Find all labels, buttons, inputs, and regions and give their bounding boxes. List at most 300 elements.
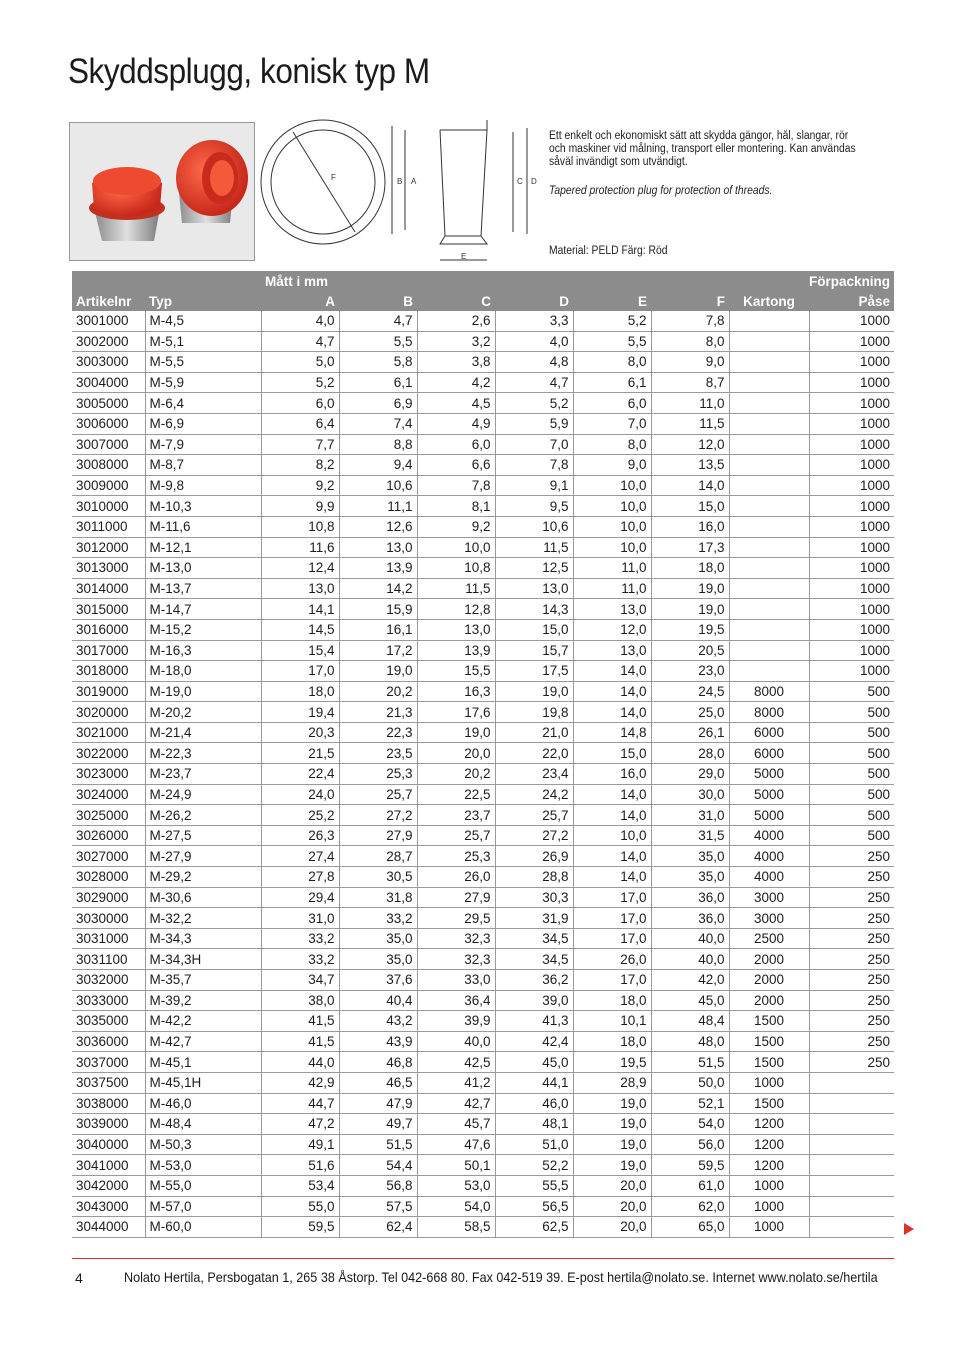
table-cell: 3015000 (72, 599, 145, 620)
footer-contact: Nolato Hertila, Persbogatan 1, 265 38 Åstorp. Tel 042-668 80. Fax 042-519 39. E-post hertila@nolato.se. Internet www.nolato.se/hertila (124, 1269, 878, 1285)
table-cell: 11,0 (651, 393, 729, 414)
table-cell: 6,1 (573, 372, 651, 393)
table-cell: 14,0 (573, 805, 651, 826)
table-cell: 6,9 (339, 393, 417, 414)
table-cell: 14,0 (573, 681, 651, 702)
table-cell (809, 1093, 894, 1114)
table-cell: 28,8 (495, 867, 573, 888)
table-cell: 47,9 (339, 1093, 417, 1114)
table-cell: 25,3 (417, 846, 495, 867)
table-row (72, 393, 894, 414)
table-cell: 55,5 (495, 1175, 573, 1196)
table-cell: 3039000 (72, 1114, 145, 1135)
table-row (72, 640, 894, 661)
table-cell: 8,0 (573, 434, 651, 455)
table-cell: 12,6 (339, 516, 417, 537)
table-cell: 57,5 (339, 1196, 417, 1217)
table-cell (809, 1217, 894, 1238)
table-cell: M-5,5 (145, 352, 261, 373)
table-cell: M-13,0 (145, 558, 261, 579)
table-cell: 42,0 (651, 970, 729, 991)
table-cell: M-48,4 (145, 1114, 261, 1135)
table-cell: 1000 (729, 1217, 809, 1238)
table-cell: 5000 (729, 784, 809, 805)
table-cell: 8000 (729, 681, 809, 702)
table-cell: M-19,0 (145, 681, 261, 702)
table-cell: 1000 (809, 661, 894, 682)
table-cell: 5,2 (573, 311, 651, 331)
column-header: F (651, 291, 729, 311)
table-cell: 41,5 (261, 1011, 339, 1032)
table-cell: 3,3 (495, 311, 573, 331)
table-cell (809, 1134, 894, 1155)
table-row (72, 1155, 894, 1176)
table-cell: 1000 (809, 640, 894, 661)
table-cell: 23,5 (339, 743, 417, 764)
table-cell: 3037500 (72, 1072, 145, 1093)
table-cell: 28,7 (339, 846, 417, 867)
table-cell: 5,2 (495, 393, 573, 414)
table-cell: 11,5 (651, 413, 729, 434)
table-cell: 19,0 (417, 722, 495, 743)
table-cell: 19,0 (573, 1114, 651, 1135)
table-cell: 48,1 (495, 1114, 573, 1135)
table-row (72, 1196, 894, 1217)
table-cell: 6,0 (573, 393, 651, 414)
table-cell: 3009000 (72, 475, 145, 496)
table-cell: M-24,9 (145, 784, 261, 805)
table-cell: 48,0 (651, 1031, 729, 1052)
table-cell: 16,0 (573, 764, 651, 785)
table-cell: M-29,2 (145, 867, 261, 888)
table-cell: 1200 (729, 1134, 809, 1155)
table-cell: 4,5 (417, 393, 495, 414)
table-cell: 16,0 (651, 516, 729, 537)
table-cell: 41,3 (495, 1011, 573, 1032)
table-cell: 21,5 (261, 743, 339, 764)
table-cell: 3041000 (72, 1155, 145, 1176)
table-cell: 3003000 (72, 352, 145, 373)
table-cell: 26,1 (651, 722, 729, 743)
drawing-label-f: F (331, 173, 336, 182)
table-row (72, 578, 894, 599)
table-cell: 3031000 (72, 928, 145, 949)
table-row (72, 928, 894, 949)
table-cell: 35,0 (651, 846, 729, 867)
table-cell: 59,5 (651, 1155, 729, 1176)
table-row (72, 372, 894, 393)
table-cell: 34,5 (495, 949, 573, 970)
table-cell: 31,8 (339, 887, 417, 908)
table-cell: 19,0 (573, 1093, 651, 1114)
table-cell: M-14,7 (145, 599, 261, 620)
table-cell: 14,8 (573, 722, 651, 743)
table-cell: 2000 (729, 990, 809, 1011)
table-cell: 250 (809, 949, 894, 970)
table-cell: 43,2 (339, 1011, 417, 1032)
table-cell (809, 1072, 894, 1093)
table-cell: 13,0 (495, 578, 573, 599)
table-cell: 8,8 (339, 434, 417, 455)
table-cell: 6000 (729, 743, 809, 764)
table-cell: 45,0 (651, 990, 729, 1011)
table-cell: 4,7 (261, 331, 339, 352)
table-cell: 9,0 (651, 352, 729, 373)
table-cell: 17,2 (339, 640, 417, 661)
table-cell: 23,7 (417, 805, 495, 826)
table-cell: 31,5 (651, 825, 729, 846)
table-cell: M-53,0 (145, 1155, 261, 1176)
table-cell: 26,0 (417, 867, 495, 888)
table-cell (729, 640, 809, 661)
table-cell: 7,8 (651, 311, 729, 331)
column-header: Påse (809, 291, 894, 311)
table-row (72, 970, 894, 991)
table-cell: 18,0 (261, 681, 339, 702)
table-cell: 38,0 (261, 990, 339, 1011)
table-cell: 3025000 (72, 805, 145, 826)
table-cell: 18,0 (573, 990, 651, 1011)
table-cell: 5,9 (495, 413, 573, 434)
table-row (72, 455, 894, 476)
table-cell: 19,4 (261, 702, 339, 723)
table-cell: 56,8 (339, 1175, 417, 1196)
table-cell: 3029000 (72, 887, 145, 908)
table-cell: 30,5 (339, 867, 417, 888)
table-cell: 50,0 (651, 1072, 729, 1093)
table-cell: 1000 (809, 619, 894, 640)
table-cell (729, 558, 809, 579)
table-cell: 13,0 (261, 578, 339, 599)
material-info: Material: PELD Färg: Röd (549, 245, 668, 257)
table-cell: 4,8 (495, 352, 573, 373)
table-cell: 5,0 (261, 352, 339, 373)
table-cell: 3019000 (72, 681, 145, 702)
table-cell: 1500 (729, 1031, 809, 1052)
table-cell: 14,0 (573, 702, 651, 723)
table-cell: 3000 (729, 887, 809, 908)
table-cell: 44,0 (261, 1052, 339, 1073)
table-cell: M-42,2 (145, 1011, 261, 1032)
table-cell: 19,5 (573, 1052, 651, 1073)
table-cell: 16,3 (417, 681, 495, 702)
table-cell: 10,0 (573, 537, 651, 558)
table-cell: 12,0 (573, 619, 651, 640)
table-cell: 13,0 (417, 619, 495, 640)
table-cell: 500 (809, 825, 894, 846)
table-cell: 11,0 (573, 558, 651, 579)
table-row (72, 805, 894, 826)
page-number: 4 (75, 1270, 83, 1286)
table-cell: 15,0 (573, 743, 651, 764)
table-cell: M-55,0 (145, 1175, 261, 1196)
table-cell: 1500 (729, 1093, 809, 1114)
table-cell (729, 619, 809, 640)
table-cell: 3011000 (72, 516, 145, 537)
table-row (72, 1011, 894, 1032)
table-cell: 13,9 (339, 558, 417, 579)
table-cell: 9,2 (261, 475, 339, 496)
table-cell: 7,7 (261, 434, 339, 455)
table-cell: 19,8 (495, 702, 573, 723)
table-cell: 19,0 (339, 661, 417, 682)
table-cell: 1000 (809, 578, 894, 599)
table-cell: 10,6 (339, 475, 417, 496)
table-cell: 14,0 (573, 867, 651, 888)
table-cell: 4000 (729, 825, 809, 846)
table-cell: 13,0 (573, 640, 651, 661)
table-cell: 10,0 (573, 475, 651, 496)
table-cell: 3000 (729, 908, 809, 929)
column-header: Artikelnr (72, 291, 145, 311)
table-row (72, 1134, 894, 1155)
table-cell: 1000 (809, 516, 894, 537)
table-cell: 3030000 (72, 908, 145, 929)
table-cell: 49,1 (261, 1134, 339, 1155)
table-cell: 25,3 (339, 764, 417, 785)
table-row (72, 537, 894, 558)
table-cell: 23,4 (495, 764, 573, 785)
table-cell: 17,0 (573, 928, 651, 949)
table-cell: 3031100 (72, 949, 145, 970)
table-cell: 8,0 (651, 331, 729, 352)
table-cell: 43,9 (339, 1031, 417, 1052)
table-cell: 37,6 (339, 970, 417, 991)
table-row (72, 331, 894, 352)
table-row (72, 681, 894, 702)
table-cell: 12,4 (261, 558, 339, 579)
table-cell: 20,0 (573, 1217, 651, 1238)
table-cell: 20,2 (339, 681, 417, 702)
table-row (72, 1052, 894, 1073)
table-cell: 20,0 (573, 1196, 651, 1217)
table-cell: M-16,3 (145, 640, 261, 661)
table-cell: 5000 (729, 805, 809, 826)
table-cell: 14,0 (573, 784, 651, 805)
table-cell: M-45,1 (145, 1052, 261, 1073)
table-cell: 13,5 (651, 455, 729, 476)
table-cell: 22,4 (261, 764, 339, 785)
drawing-label-d: D (531, 177, 537, 186)
table-row (72, 990, 894, 1011)
table-cell: 1000 (809, 352, 894, 373)
table-cell: 10,8 (417, 558, 495, 579)
table-cell (729, 311, 809, 331)
table-cell: 31,9 (495, 908, 573, 929)
table-cell: 6,4 (261, 413, 339, 434)
table-cell: 250 (809, 928, 894, 949)
table-cell: 26,0 (573, 949, 651, 970)
table-cell: 15,0 (651, 496, 729, 517)
table-cell: 42,4 (495, 1031, 573, 1052)
table-cell: 3040000 (72, 1134, 145, 1155)
table-cell: 20,0 (573, 1175, 651, 1196)
table-cell: 9,9 (261, 496, 339, 517)
table-cell: 54,0 (417, 1196, 495, 1217)
table-cell: 3017000 (72, 640, 145, 661)
table-cell: 4,9 (417, 413, 495, 434)
table-cell: 3023000 (72, 764, 145, 785)
column-header: C (417, 291, 495, 311)
table-cell: M-22,3 (145, 743, 261, 764)
table-row (72, 784, 894, 805)
table-cell: 3043000 (72, 1196, 145, 1217)
table-cell: 3008000 (72, 455, 145, 476)
table-cell: 10,0 (573, 496, 651, 517)
table-cell: 10,0 (417, 537, 495, 558)
table-cell: 22,5 (417, 784, 495, 805)
table-cell: 20,3 (261, 722, 339, 743)
table-cell: 3005000 (72, 393, 145, 414)
table-cell: 3028000 (72, 867, 145, 888)
table-cell: 17,0 (261, 661, 339, 682)
red-plugs-image (70, 123, 254, 260)
table-cell: 3,8 (417, 352, 495, 373)
table-cell: 5000 (729, 764, 809, 785)
table-cell: 30,3 (495, 887, 573, 908)
table-cell: 1000 (809, 537, 894, 558)
table-cell: M-32,2 (145, 908, 261, 929)
table-cell: 3006000 (72, 413, 145, 434)
table-cell (729, 496, 809, 517)
table-cell: M-26,2 (145, 805, 261, 826)
table-cell: 7,0 (495, 434, 573, 455)
table-cell (809, 1114, 894, 1135)
table-cell: 31,0 (261, 908, 339, 929)
table-cell: M-5,1 (145, 331, 261, 352)
table-cell: 14,5 (261, 619, 339, 640)
table-cell: 1000 (809, 331, 894, 352)
table-cell: 10,1 (573, 1011, 651, 1032)
table-cell: 46,5 (339, 1072, 417, 1093)
table-cell: 4,0 (495, 331, 573, 352)
table-cell: 21,0 (495, 722, 573, 743)
table-cell: 19,5 (651, 619, 729, 640)
table-cell: 3001000 (72, 311, 145, 331)
table-cell (729, 537, 809, 558)
table-cell: 250 (809, 990, 894, 1011)
table-cell: M-4,5 (145, 311, 261, 331)
table-cell (729, 599, 809, 620)
table-cell: M-27,5 (145, 825, 261, 846)
table-cell: 5,2 (261, 372, 339, 393)
product-description (549, 130, 860, 198)
table-cell: 14,1 (261, 599, 339, 620)
table-cell (729, 475, 809, 496)
table-cell: 40,4 (339, 990, 417, 1011)
table-cell: 5,8 (339, 352, 417, 373)
table-cell: 4,2 (417, 372, 495, 393)
table-row (72, 475, 894, 496)
table-cell: 24,2 (495, 784, 573, 805)
table-cell: 5,5 (573, 331, 651, 352)
table-cell: 36,2 (495, 970, 573, 991)
table-cell: 13,0 (573, 599, 651, 620)
table-cell: 62,5 (495, 1217, 573, 1238)
table-cell: 2000 (729, 949, 809, 970)
table-cell: M-39,2 (145, 990, 261, 1011)
table-cell: 10,0 (573, 825, 651, 846)
table-cell: 32,3 (417, 949, 495, 970)
table-cell: 19,0 (495, 681, 573, 702)
table-cell: 1000 (729, 1196, 809, 1217)
table-cell: M-35,7 (145, 970, 261, 991)
table-cell: M-7,9 (145, 434, 261, 455)
table-cell: 49,7 (339, 1114, 417, 1135)
table-cell: 13,9 (417, 640, 495, 661)
table-cell: M-12,1 (145, 537, 261, 558)
table-cell: 8000 (729, 702, 809, 723)
table-cell: 7,4 (339, 413, 417, 434)
table-row (72, 1072, 894, 1093)
table-cell: 2500 (729, 928, 809, 949)
table-cell: 3010000 (72, 496, 145, 517)
table-cell: M-9,8 (145, 475, 261, 496)
table-cell: 42,5 (417, 1052, 495, 1073)
table-row (72, 661, 894, 682)
table-cell: 12,5 (495, 558, 573, 579)
table-cell: 6,6 (417, 455, 495, 476)
drawing-label-a: A (411, 177, 417, 186)
table-cell: 500 (809, 702, 894, 723)
table-cell: 26,9 (495, 846, 573, 867)
table-cell: 6,0 (261, 393, 339, 414)
table-cell: 4,7 (495, 372, 573, 393)
table-cell: 51,0 (495, 1134, 573, 1155)
table-cell: 30,0 (651, 784, 729, 805)
column-header: B (339, 291, 417, 311)
table-cell: 7,8 (417, 475, 495, 496)
table-cell: 18,0 (573, 1031, 651, 1052)
table-cell: 3042000 (72, 1175, 145, 1196)
pack-group-header: Förpackning (729, 271, 894, 291)
table-cell (729, 413, 809, 434)
table-cell: 36,0 (651, 887, 729, 908)
table-cell: 20,0 (417, 743, 495, 764)
column-header: Kartong (729, 291, 809, 311)
table-cell: 250 (809, 970, 894, 991)
table-cell: 45,7 (417, 1114, 495, 1135)
table-cell: 27,4 (261, 846, 339, 867)
table-cell: 12,0 (651, 434, 729, 455)
table-cell: 3018000 (72, 661, 145, 682)
drawing-label-c: C (517, 177, 523, 186)
table-row (72, 496, 894, 517)
table-row (72, 867, 894, 888)
table-cell: 15,9 (339, 599, 417, 620)
table-cell: 3026000 (72, 825, 145, 846)
table-cell: 27,8 (261, 867, 339, 888)
table-cell: 24,5 (651, 681, 729, 702)
table-cell (729, 516, 809, 537)
table-cell: 1200 (729, 1155, 809, 1176)
table-cell: 26,3 (261, 825, 339, 846)
table-cell (729, 661, 809, 682)
column-header: D (495, 291, 573, 311)
table-cell: 2,6 (417, 311, 495, 331)
table-cell: 250 (809, 1031, 894, 1052)
table-cell: 20,5 (651, 640, 729, 661)
table-cell: M-45,1H (145, 1072, 261, 1093)
table-row (72, 1175, 894, 1196)
table-cell: 14,2 (339, 578, 417, 599)
table-cell: 14,0 (573, 661, 651, 682)
table-cell: 52,1 (651, 1093, 729, 1114)
table-cell: 13,0 (339, 537, 417, 558)
table-cell: 6000 (729, 722, 809, 743)
table-cell: 3027000 (72, 846, 145, 867)
table-cell: 42,7 (417, 1093, 495, 1114)
